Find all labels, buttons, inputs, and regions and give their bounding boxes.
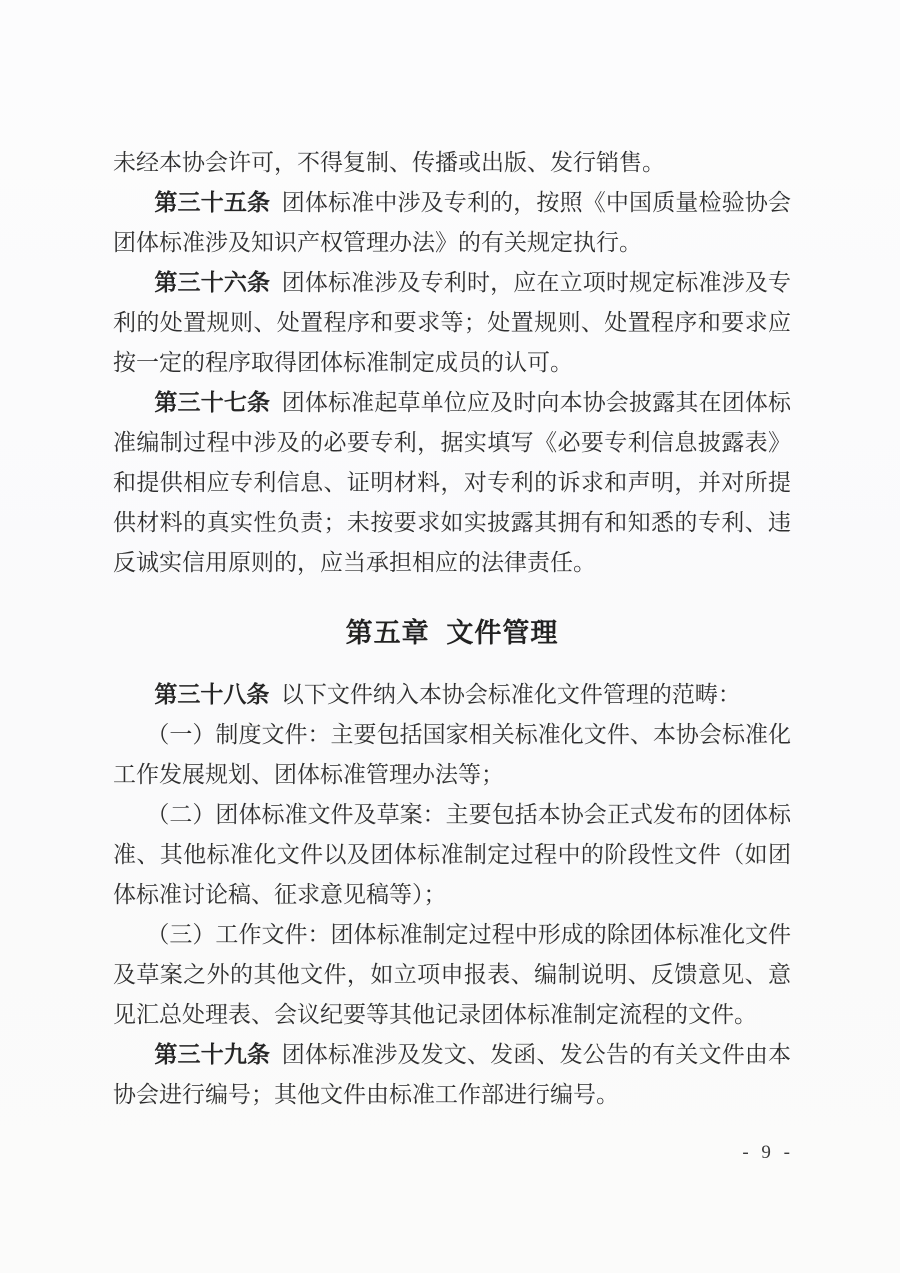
article-39-text: 团体标准涉及发文、发函、发公告的有关文件由本协会进行编号；其他文件由标准工作部进行编号。 [113,1042,792,1107]
article-35-text: 团体标准中涉及专利的，按照《中国质量检验协会团体标准涉及知识产权管理办法》的有关规定执行。 [113,190,792,255]
chapter-label: 第五章 [345,618,430,648]
document-body [113,143,791,1115]
article-35-number: 第三十五条 [154,190,271,215]
article-37 [113,383,791,583]
article-36-text: 团体标准涉及专利时，应在立项时规定标准涉及专利的处置规则、处置程序和要求等；处置规则、处置程序和要求应按一定的程序取得团体标准制定成员的认可。 [113,270,792,375]
chapter-heading [113,613,791,653]
list-item-1: （一）制度文件：主要包括国家相关标准化文件、本协会标准化工作发展规划、团体标准管理办法等； [113,722,791,787]
article-38-text: 以下文件纳入本协会标准化文件管理的范畴： [280,682,741,707]
article-36 [113,263,791,383]
chapter-title: 文件管理 [446,618,559,648]
page-number: - 9 - [742,1142,794,1163]
article-35 [113,183,791,263]
list-item-2: （二）团体标准文件及草案：主要包括本协会正式发布的团体标准、其他标准化文件以及团体标准制定过程中的阶段性文件（如团体标准讨论稿、征求意见稿等）； [113,802,791,907]
article-36-number: 第三十六条 [154,270,271,295]
article-37-number: 第三十七条 [154,390,271,415]
article-38-number: 第三十八条 [154,682,270,707]
list-item-3: （三）工作文件：团体标准制定过程中形成的除团体标准化文件及草案之外的其他文件，如立项申报表、编制说明、反馈意见、意见汇总处理表、会议纪要等其他记录团体标准制定流程的文件。 [113,922,791,1027]
article-38 [113,675,791,715]
article-39 [113,1035,791,1115]
paragraph-continuation: 未经本协会许可，不得复制、传播或出版、发行销售。 [113,150,665,175]
article-39-number: 第三十九条 [154,1042,271,1067]
article-37-text: 团体标准起草单位应及时向本协会披露其在团体标准编制过程中涉及的必要专利，据实填写《必要专利信息披露表》和提供相应专利信息、证明材料，对专利的诉求和声明，并对所提供材料的真实性负责；未按要求如实披露其拥有和知悉的专利、违反诚实信用原则的，应当承担相应的法律责任。 [113,390,792,575]
